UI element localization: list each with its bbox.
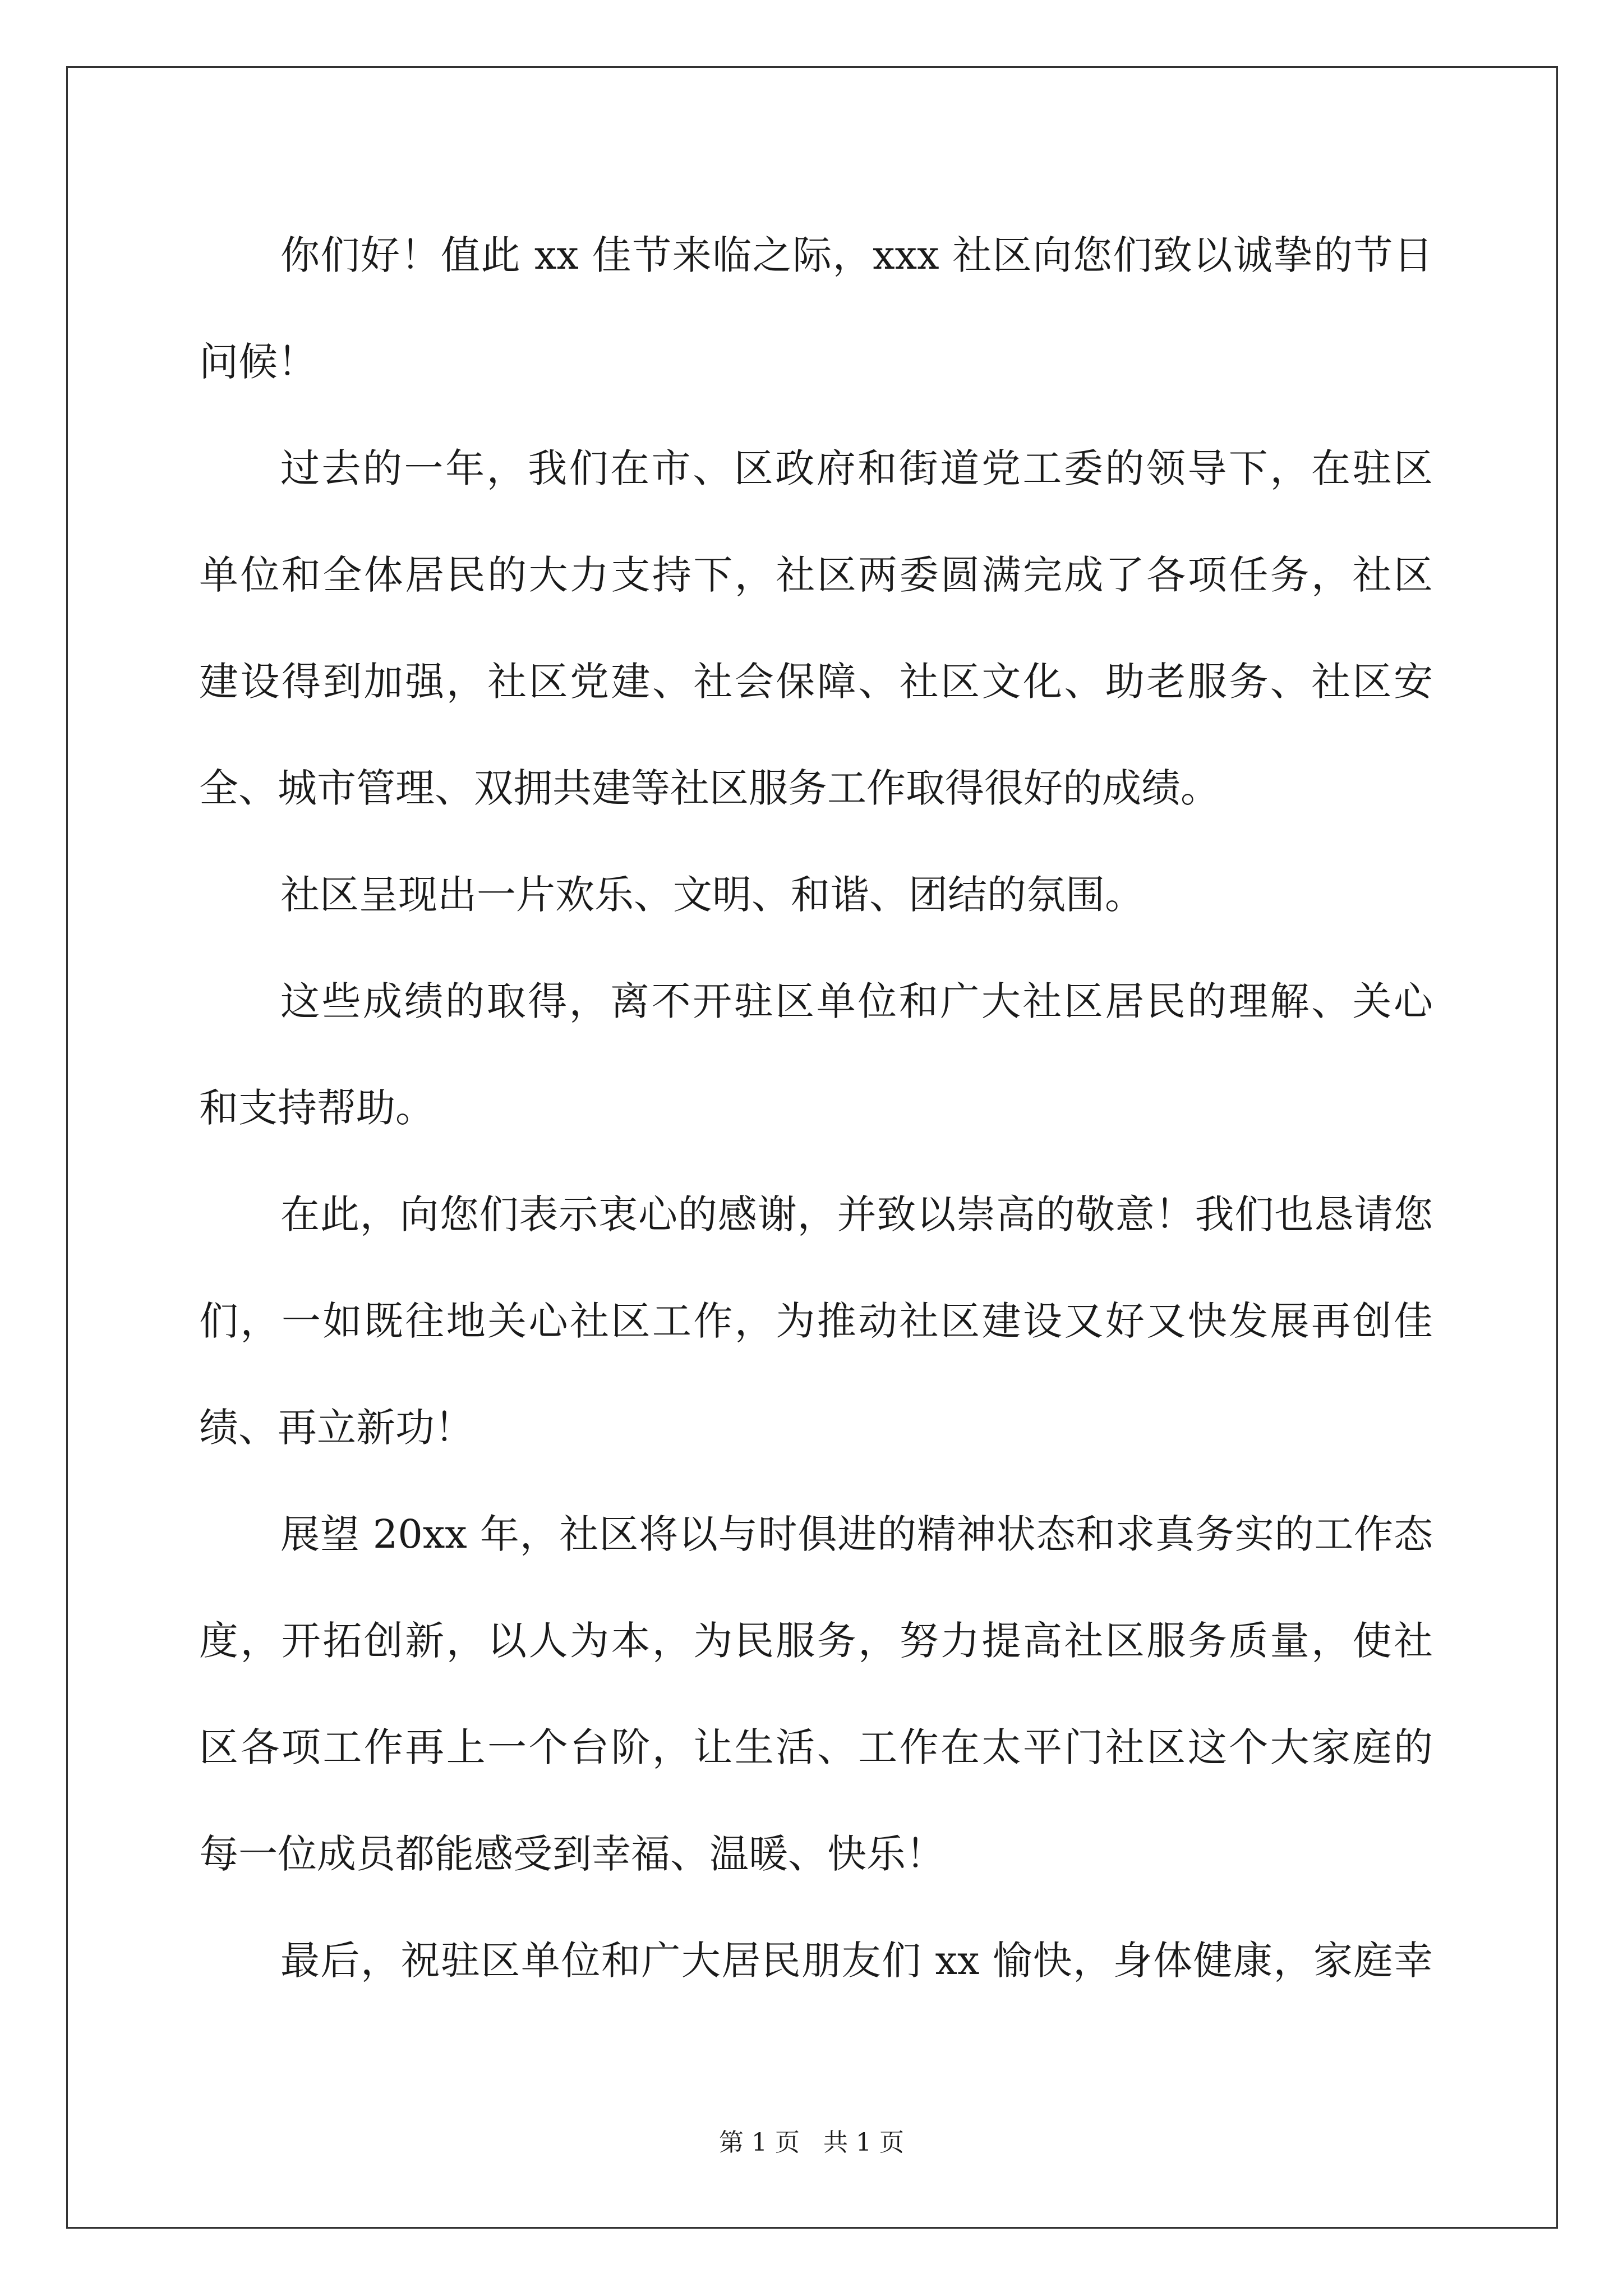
page-total: 共 1 页 — [823, 2128, 904, 2157]
text-line: 每一位成员都能感受到幸福、温暖、快乐！ — [199, 1831, 945, 1877]
text-line: 过去的一年，我们在市、区政府和街道党工委的领导下，在驻区 — [280, 445, 1433, 491]
text-line: 社区呈现出一片欢乐、文明、和谐、团结的氛围。 — [280, 872, 1144, 918]
text-line: 问候！ — [199, 339, 317, 385]
text-line: 绩、再立新功！ — [199, 1405, 474, 1451]
text-line: 建设得到加强，社区党建、社会保障、社区文化、助老服务、社区安 — [199, 659, 1433, 705]
text-line: 最后，祝驻区单位和广大居民朋友们 xx 愉快，身体健康，家庭幸 — [280, 1938, 1433, 1984]
text-line: 单位和全体居民的大力支持下，社区两委圆满完成了各项任务，社区 — [199, 552, 1433, 598]
text-line: 这些成绩的取得，离不开驻区单位和广大社区居民的理解、关心 — [280, 978, 1433, 1024]
text-line: 区各项工作再上一个台阶，让生活、工作在太平门社区这个大家庭的 — [199, 1724, 1433, 1770]
page-footer — [0, 2126, 1623, 2160]
text-line: 度，开拓创新，以人为本，为民服务，努力提高社区服务质量，使社 — [199, 1618, 1433, 1664]
text-line: 你们好！值此 xx 佳节来临之际，xxx 社区向您们致以诚挚的节日 — [280, 232, 1433, 278]
text-line: 展望 20xx 年，社区将以与时俱进的精神状态和求真务实的工作态 — [280, 1511, 1433, 1557]
text-line: 和支持帮助。 — [199, 1085, 435, 1131]
text-line: 们，一如既往地关心社区工作，为推动社区建设又好又快发展再创佳 — [199, 1298, 1433, 1344]
document-body — [199, 202, 1433, 2014]
page-number: 第 1 页 — [719, 2128, 800, 2157]
text-line: 全、城市管理、双拥共建等社区服务工作取得很好的成绩。 — [199, 765, 1220, 811]
text-line: 在此，向您们表示衷心的感谢，并致以崇高的敬意！我们也恳请您 — [280, 1191, 1433, 1237]
